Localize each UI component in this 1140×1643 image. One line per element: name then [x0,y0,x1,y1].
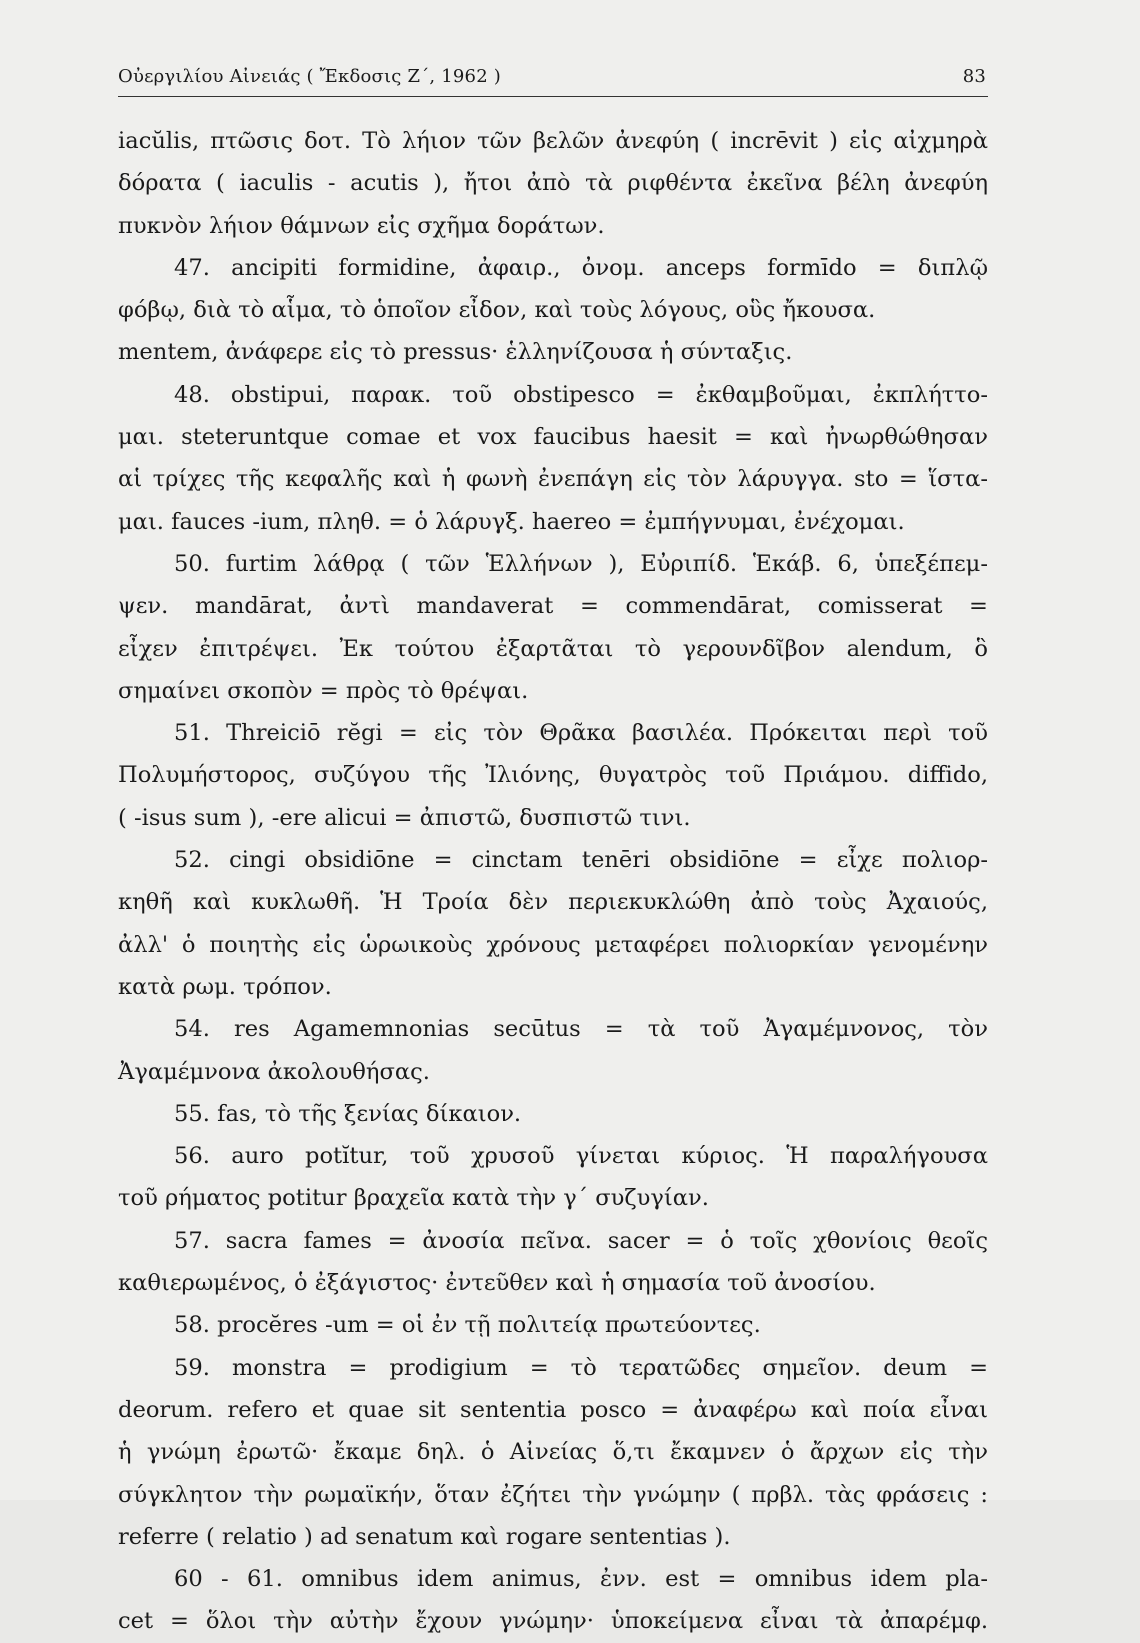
text-line: deorum. refero et quae sit sententia posco = ἀναφέρω καὶ ποία εἶναι [118,1396,988,1423]
text-line: 59. monstra = prodigium = τὸ τερατῶδες σημεῖον. deum = [174,1354,988,1381]
text-line: 48. obstipui, παρακ. τοῦ obstipesco = ἐκθαμβοῦμαι, ἐκπλήττο- [174,381,988,408]
text-line: τοῦ ρήματος potitur βραχεῖα κατὰ τὴν γ΄ συζυγίαν. [118,1185,709,1212]
text-line: εἶχεν ἐπιτρέψει. Ἐκ τούτου ἐξαρτᾶται τὸ γερουνδῖβον alendum, ὃ [118,635,988,662]
text-line: ψεν. mandārat, ἀντὶ mandaverat = commendārat, comisserat = [118,593,988,620]
text-line: πυκνὸν λήιον θάμνων εἰς σχῆμα δοράτων. [118,212,605,239]
text-line: κατὰ ρωμ. τρόπον. [118,973,332,1000]
text-line: 58. procĕres -um = οἱ ἐν τῇ πολιτείᾳ πρωτεύοντες. [174,1312,761,1339]
text-line: ἀλλ' ὁ ποιητὴς εἰς ὡρωικοὺς χρόνους μεταφέρει πολιορκίαν γενομένην [118,931,988,958]
text-line: σύγκλητον τὴν ρωμαϊκήν, ὅταν ἐζήτει τὴν γνώμην ( πρβλ. τὰς φράσεις : [118,1481,988,1508]
running-title: Οὐεργιλίου Αἰνειάς ( Ἔκδοσις Ζ΄, 1962 ) [118,66,501,87]
running-header [118,62,988,97]
text-line: καθιερωμένος, ὁ ἐξάγιστος· ἐντεῦθεν καὶ ἡ σημασία τοῦ ἀνοσίου. [118,1270,876,1297]
text-line: δόρατα ( iaculis - acutis ), ἤτοι ἀπὸ τὰ ριφθέντα ἐκεῖνα βέλη ἀνεφύη [118,170,988,197]
text-line: iacŭlis, πτῶσις δοτ. Τὸ λήιον τῶν βελῶν ἀνεφύη ( incrēvit ) εἰς αἰχμηρὰ [118,128,988,154]
text-line: αἱ τρίχες τῆς κεφαλῆς καὶ ἡ φωνὴ ἐνεπάγη εἰς τὸν λάρυγγα. sto = ἵστα- [118,466,988,493]
page-number: 83 [962,66,986,87]
text-line: μαι. fauces -ium, πληθ. = ὁ λάρυγξ. haereo = ἐμπήγνυμαι, ἐνέχομαι. [118,508,905,535]
text-line: 51. Threiciō rĕgi = εἰς τὸν Θρᾶκα βασιλέα. Πρόκειται περὶ τοῦ [174,720,988,747]
text-line: Ἀγαμέμνονα ἀκολουθήσας. [118,1058,430,1085]
text-line: 52. cingi obsidiōne = cinctam tenēri obsidiōne = εἶχε πολιορ- [174,847,988,874]
text-line: 47. ancipiti formidine, ἀφαιρ., ὀνομ. anceps formīdo = διπλῷ [174,254,988,281]
text-line: ( -isus sum ), -ere alicui = ἀπιστῶ, δυσπιστῶ τινι. [118,804,691,831]
text-line: 50. furtim λάθρᾳ ( τῶν Ἑλλήνων ), Εὐριπίδ. Ἑκάβ. 6, ὑπεξέπεμ- [174,550,988,577]
text-line: μαι. steteruntque comae et vox faucibus haesit = καὶ ἠνωρθώθησαν [118,424,988,451]
commentary-text [118,120,988,1643]
text-line: 56. auro potĭtur, τοῦ χρυσοῦ γίνεται κύριος. Ἡ παραλήγουσα [174,1143,988,1170]
text-line: mentem, ἀνάφερε εἰς τὸ pressus· ἑλληνίζουσα ἡ σύνταξις. [118,339,793,366]
text-line: 60 - 61. omnibus idem animus, ἐνν. est = omnibus idem pla- [174,1566,988,1593]
text-line: φόβῳ, διὰ τὸ αἷμα, τὸ ὁποῖον εἶδον, καὶ τοὺς λόγους, οὓς ἤκουσα. [118,297,876,324]
text-line: 54. res Agamemnonias secūtus = τὰ τοῦ Ἀγαμέμνονος, τὸν [174,1016,988,1043]
text-line: σημαίνει σκοπὸν = πρὸς τὸ θρέψαι. [118,677,529,704]
text-line: cet = ὅλοι τὴν αὐτὴν ἔχουν γνώμην· ὑποκείμενα εἶναι τὰ ἀπαρέμφ. [118,1608,988,1635]
text-line: Πολυμήστορος, συζύγου τῆς Ἰλιόνης, θυγατρὸς τοῦ Πριάμου. diffido, [118,762,988,789]
text-line: 55. fas, τὸ τῆς ξενίας δίκαιον. [174,1100,522,1127]
text-line: ἡ γνώμη ἐρωτῶ· ἔκαμε δηλ. ὁ Αἰνείας ὅ,τι ἔκαμνεν ὁ ἄρχων εἰς τὴν [118,1439,988,1466]
text-line: κηθῆ καὶ κυκλωθῆ. Ἡ Τροία δὲν περιεκυκλώθη ἀπὸ τοὺς Ἀχαιούς, [118,889,988,916]
text-line: 57. sacra fames = ἀνοσία πεῖνα. sacer = ὁ τοῖς χθονίοις θεοῖς [174,1227,988,1254]
text-line: referre ( relatio ) ad senatum καὶ rogare sententias ). [118,1523,731,1550]
